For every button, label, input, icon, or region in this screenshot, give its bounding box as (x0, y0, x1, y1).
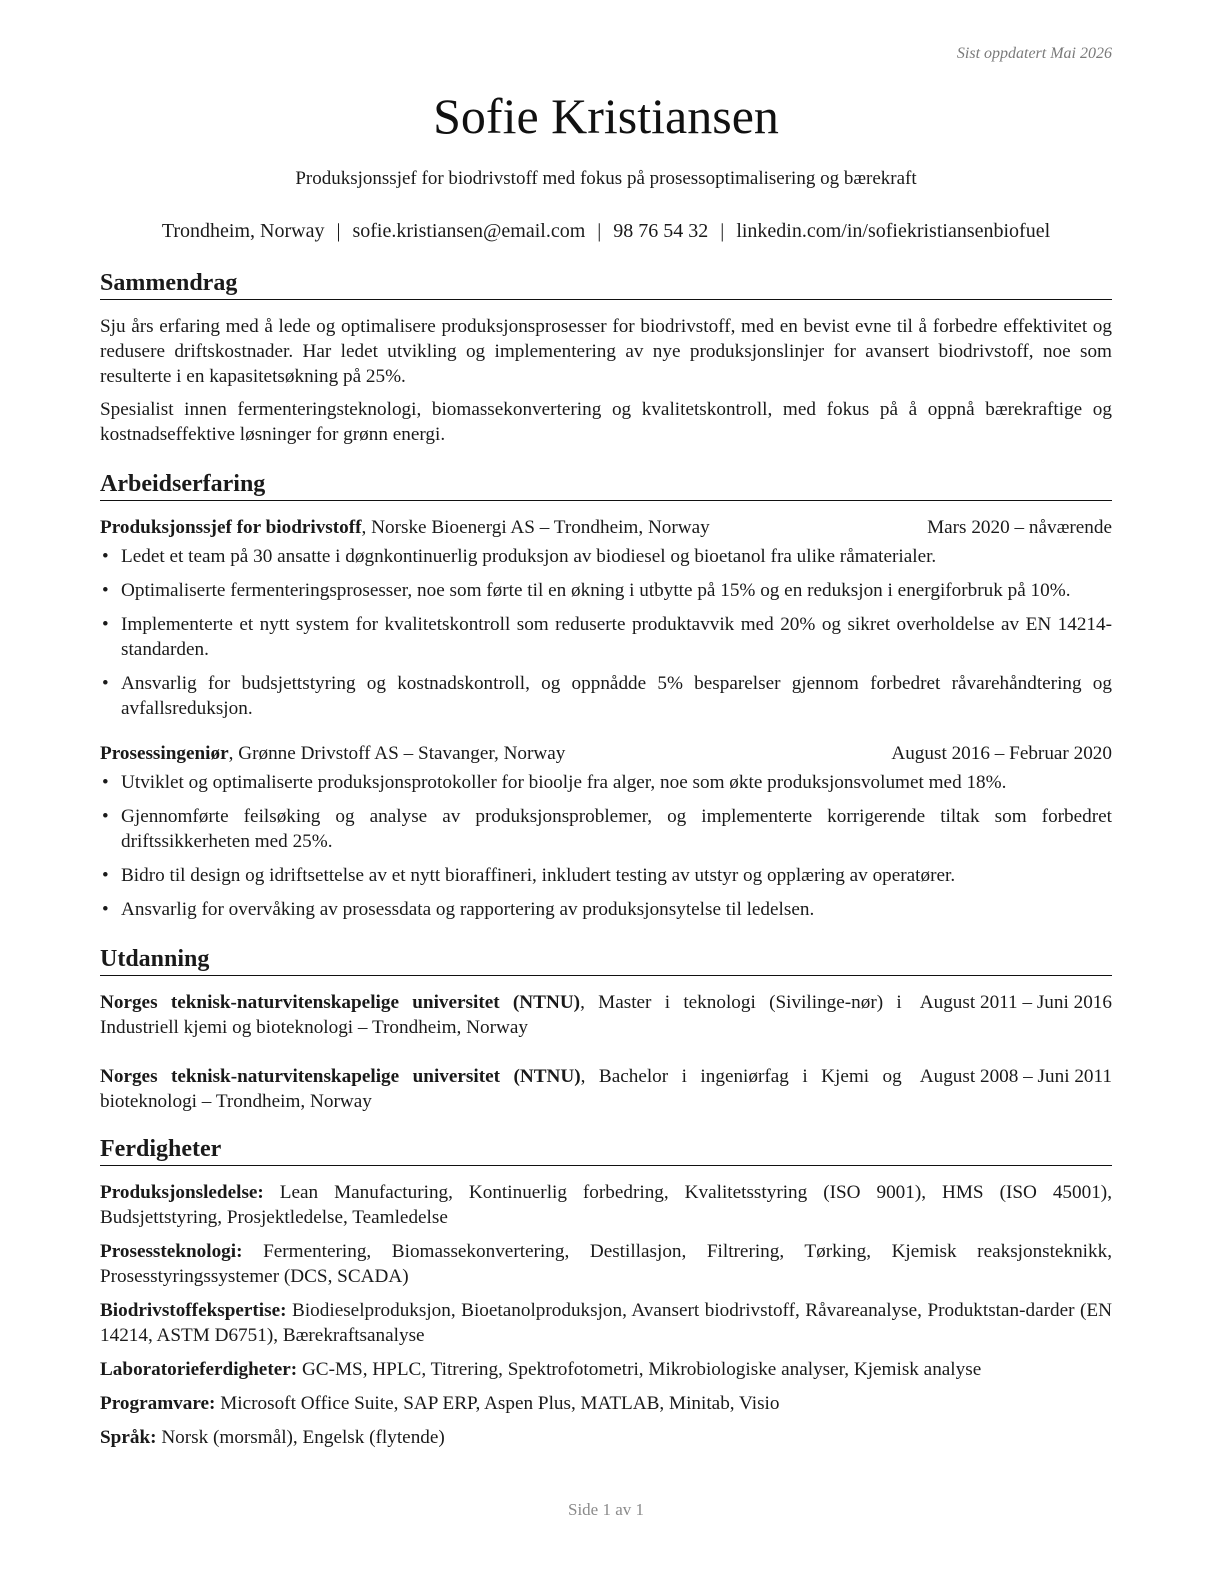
skill-value: Microsoft Office Suite, SAP ERP, Aspen Plus, MATLAB, Minitab, Visio (215, 1393, 780, 1414)
education-entry (100, 990, 1112, 1040)
candidate-name: Sofie Kristiansen (433, 88, 779, 144)
skill-label: Programvare: (100, 1393, 216, 1414)
skill-label: Prosessteknologi: (100, 1241, 243, 1262)
job-bullet: • Ansvarlig for budsjettstyring og kostnadskontroll, og oppnådde 5% besparelser gjennom forbedret råvarehåndtering og avfallsreduksjon. (100, 671, 1112, 721)
skill-row (100, 1357, 1112, 1382)
contact-linkedin[interactable]: linkedin.com/in/sofiekristiansenbiofuel (736, 220, 1051, 242)
section-title-experience: Arbeidserfaring (100, 469, 1112, 501)
job-dates: August 2016 – Februar 2020 (891, 743, 1112, 764)
section-title-education: Utdanning (100, 944, 1112, 976)
job-heading (100, 741, 862, 766)
education-entry (100, 1064, 1112, 1114)
job-entry (100, 741, 1112, 922)
skill-row (100, 1298, 1112, 1348)
candidate-tagline: Produksjonssjef for biodrivstoff med fokus på prosessoptimalisering og bærekraft (295, 168, 917, 189)
job-bullet: • Implementerte et nytt system for kvalitetskontroll som reduserte produktavvik med 20% og sikret overholdelse av EN 14214-standarden. (100, 612, 1112, 662)
job-dates: Mars 2020 – nåværende (927, 517, 1112, 538)
job-bullet: • Ledet et team på 30 ansatte i døgnkontinuerlig produksjon av biodiesel og bioetanol fra ulike råmaterialer. (100, 544, 1112, 569)
education-detail: , Master i teknologi (Sivilinge-nør) i Industriell kjemi og bioteknologi – Trondheim, Norway (100, 992, 902, 1038)
skill-value: Fermentering, Biomassekonvertering, Destillasjon, Filtrering, Tørking, Kjemisk reaksjonsteknikk, Prosesstyringssystemer (DCS, SCADA) (100, 1241, 1112, 1287)
job-bullet: • Bidro til design og idriftsettelse av et nytt bioraffineri, inkludert testing av utstyr og opplæring av operatører. (100, 863, 1112, 888)
job-bullet: • Gjennomførte feilsøking og analyse av produksjonsproblemer, og implementerte korrigerende tiltak som forbedret driftssikkerheten med 25%. (100, 804, 1112, 854)
education-dates: August 2011 – Juni 2016 (919, 992, 1112, 1013)
skill-label: Språk: (100, 1427, 157, 1448)
job-role: Produksjonssjef for biodrivstoff (100, 517, 362, 538)
skill-value: Biodieselproduksjon, Bioetanolproduksjon, Avansert biodrivstoff, Råvareanalyse, Produktstan-darder (EN 14214, ASTM D6751), Bærekraftsanalyse (100, 1300, 1112, 1346)
skill-value: GC-MS, HPLC, Titrering, Spektrofotometri, Mikrobiologiske analyser, Kjemisk analyse (297, 1359, 982, 1380)
summary-section (100, 268, 1112, 447)
job-role: Prosessingeniør (100, 743, 229, 764)
job-bullet: • Optimaliserte fermenteringsprosesser, noe som førte til en økning i utbytte på 15% og en reduksjon i energiforbruk på 10%. (100, 578, 1112, 603)
job-bullets (100, 544, 1112, 721)
skill-value: Lean Manufacturing, Kontinuerlig forbedring, Kvalitetsstyring (ISO 9001), HMS (ISO 45001), Budsjettstyring, Prosjektledelse, Teamledelse (100, 1182, 1112, 1228)
skill-row (100, 1391, 1112, 1416)
contact-email[interactable]: sofie.kristiansen@email.com (352, 220, 586, 242)
job-entry (100, 515, 1112, 721)
skill-value: Norsk (morsmål), Engelsk (flytende) (156, 1427, 445, 1448)
skill-label: Biodrivstoffekspertise: (100, 1300, 287, 1321)
summary-paragraph: Spesialist innen fermenteringsteknologi, biomassekonvertering og kvalitetskontroll, med fokus på å oppnå bærekraftige og kostnadseffektive løsninger for grønn energi. (100, 399, 1112, 445)
skill-row (100, 1239, 1112, 1289)
summary-paragraph: Sju års erfaring med å lede og optimalisere produksjonsprosesser for biodrivstoff, med en bevist evne til å forbedre effektivitet og redusere driftskostnader. Har ledet utvikling og implementering av nye produksjonslinjer for avansert biodrivstoff, noe som resulterte i en kapasitetsøkning på 25%. (100, 316, 1112, 387)
skill-row (100, 1425, 1112, 1450)
section-title-skills: Ferdigheter (100, 1134, 1112, 1166)
job-bullet: • Ansvarlig for overvåking av prosessdata og rapportering av produksjonsytelse til ledelsen. (100, 897, 1112, 922)
education-dates: August 2008 – Juni 2011 (919, 1066, 1112, 1087)
contact-line (100, 218, 1112, 244)
skill-row (100, 1180, 1112, 1230)
section-title-summary: Sammendrag (100, 268, 1112, 300)
skill-label: Produksjonsledelse: (100, 1182, 264, 1203)
contact-phone[interactable]: 98 76 54 32 (613, 220, 709, 242)
page-footer: Side 1 av 1 (567, 1500, 645, 1519)
experience-section (100, 469, 1112, 922)
contact-separator: | (597, 220, 602, 242)
job-company: , Norske Bioenergi AS – Trondheim, Norway (361, 517, 710, 538)
job-company: , Grønne Drivstoff AS – Stavanger, Norway (228, 743, 566, 764)
job-bullet: • Utviklet og optimaliserte produksjonsprotokoller for bioolje fra alger, noe som økte produksjonsvolumet med 18%. (100, 770, 1112, 795)
education-school: Norges teknisk-naturvitenskapelige universitet (NTNU) (100, 1066, 581, 1087)
job-heading (100, 515, 911, 540)
education-section (100, 944, 1112, 1114)
skill-label: Laboratorieferdigheter: (100, 1359, 298, 1380)
contact-separator: | (336, 220, 341, 242)
last-updated-note: Sist oppdatert Mai 2026 (956, 45, 1112, 62)
contact-location: Trondheim, Norway (161, 220, 325, 242)
job-bullets (100, 770, 1112, 922)
education-school: Norges teknisk-naturvitenskapelige universitet (NTNU) (100, 992, 581, 1013)
contact-separator: | (720, 220, 725, 242)
resume-content (100, 268, 1112, 1459)
education-detail: , Bachelor i ingeniørfag i Kjemi og bioteknologi – Trondheim, Norway (100, 1066, 902, 1112)
skills-section (100, 1134, 1112, 1450)
